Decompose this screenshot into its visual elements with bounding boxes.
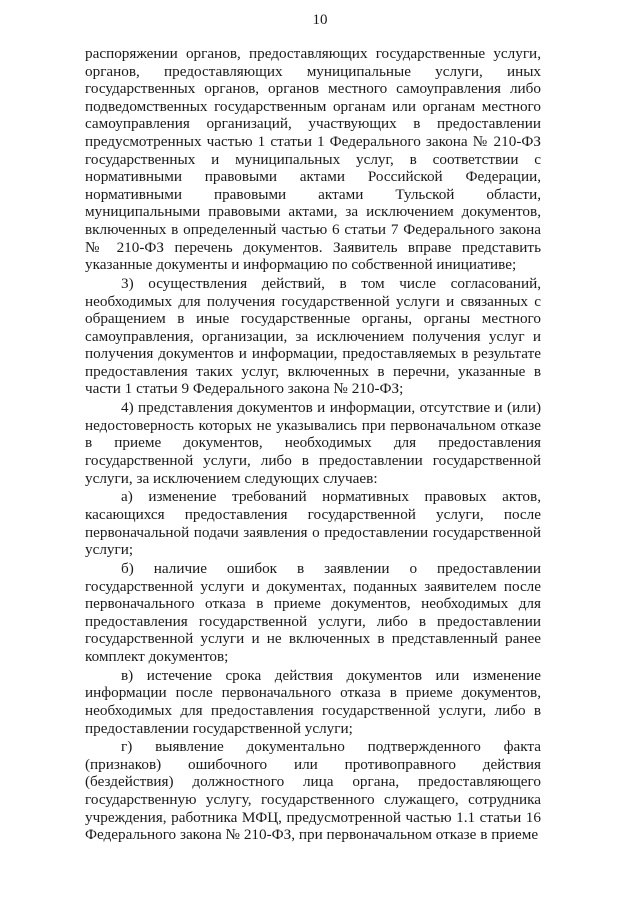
paragraph-item-4: 4) представления документов и информации, отсутствие и (или) недостоверность которых не указывались при первоначальном отказе в приеме документов, необходимых для предоставления государственной услуги, либо в предоставлении государственной услуги, за исключением следующих случаев: bbox=[85, 399, 541, 487]
paragraph-subitem-g: г) выявление документально подтвержденного факта (признаков) ошибочного или противоправного действия (бездействия) должностного лица органа, предоставляющего государственную услугу, государственного служащего, сотрудника учреждения, работника МФЦ, предусмотренной частью 1.1 статьи 16 Федерального закона № 210-ФЗ, при первоначальном отказе в приеме bbox=[85, 738, 541, 844]
page-number: 10 bbox=[312, 12, 328, 28]
paragraph-subitem-b: б) наличие ошибок в заявлении о предоставлении государственной услуги и документах, поданных заявителем после первоначального отказа в приеме документов, необходимых для предоставления государственной услуги, либо в предоставлении государственной услуги и не включенных в представленный ранее комплект документов; bbox=[85, 559, 541, 665]
paragraph-continuation: распоряжении органов, предоставляющих государственные услуги, органов, предоставляющих муниципальные услуги, иных государственных органов, органов местного самоуправления либо подведомственных государственным органам или органам местного самоуправления организаций, участвующих в предоставлении предусмотренных частью 1 статьи 1 Федерального закона № 210-ФЗ государственных и муниципальных услуг, в соответствии с нормативными правовыми актами Российской Федерации, нормативными правовыми актами Тульской области, муниципальными правовыми актами, за исключением документов, включенных в определенный частью 6 статьи 7 Федерального закона № 210-ФЗ перечень документов. Заявитель вправе представить указанные документы и информацию по собственной инициативе; bbox=[85, 45, 541, 274]
paragraph-subitem-v: в) истечение срока действия документов или изменение информации после первоначального отказа в приеме документов, необходимых для предоставления государственной услуги, либо в предоставлении государственной услуги; bbox=[85, 666, 541, 737]
paragraph-item-3: 3) осуществления действий, в том числе согласований, необходимых для получения государственной услуги и связанных с обращением в иные государственные органы, органы местного самоуправления, организации, за исключением получения услуг и получения документов и информации, предоставляемых в результате предоставления таких услуг, включенных в перечни, указанные в части 1 статьи 9 Федерального закона № 210-ФЗ; bbox=[85, 274, 541, 398]
document-body bbox=[85, 45, 541, 845]
paragraph-subitem-a: а) изменение требований нормативных правовых актов, касающихся предоставления государственной услуги, после первоначальной подачи заявления о предоставлении государственной услуги; bbox=[85, 488, 541, 559]
